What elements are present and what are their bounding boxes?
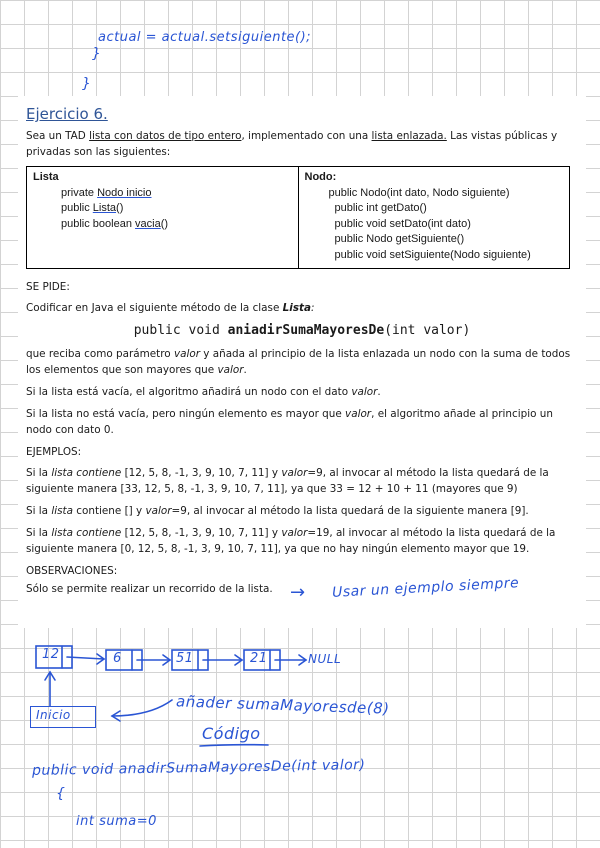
intro-paragraph: Sea un TAD lista con datos de tipo entero, implementado con una lista enlazada. Las vistas públicas y privadas son las siguientes: <box>26 130 558 158</box>
handwritten-brace: { <box>56 786 66 802</box>
lista-member: public Lista() <box>61 202 124 214</box>
nodo-method: public void setSiguiente(Nodo siguiente) <box>334 248 531 261</box>
tad-views-table <box>26 166 570 269</box>
node-value: 6 <box>113 651 122 666</box>
nodo-method: public Nodo(int dato, Nodo siguiente) <box>328 186 510 199</box>
node-value: 51 <box>176 651 194 666</box>
example-3: Si la lista contiene [12, 5, 8, -1, 3, 9, 10, 7, 11] y valor=19, al invocar al método la lista quedará de la siguiente manera [0, 12, 5, 8, -1, 3, 9, 10, 7, 11], ya que no hay ningún elemento mayor que 19. <box>26 527 556 555</box>
nodo-method: public int getDato() <box>334 202 427 214</box>
node-value: 12 <box>42 647 60 662</box>
example-2: Si la lista contiene [] y valor=9, al invocar al método la lista quedará de la siguiente manera [9]. <box>26 505 529 517</box>
handwritten-arrow: → <box>290 582 306 603</box>
example-1: Si la lista contiene [12, 5, 8, -1, 3, 9, 10, 7, 11] y valor=9, al invocar al método la lista quedará de la siguiente manera [33, 12, 5, 8, -1, 3, 9, 10, 7, 11], ya que 33 = 12 + 10 + 11 (mayores que 9) <box>26 467 549 495</box>
handwritten-brace: } <box>82 76 92 92</box>
description-paragraph: que reciba como parámetro valor y añada al principio de la lista enlazada un nodo con la suma de todos los elementos que son mayores que valor. <box>26 348 571 376</box>
handwritten-int-suma: int suma=0 <box>76 814 157 829</box>
empty-case-paragraph: Si la lista está vacía, el algoritmo añadirá un nodo con el dato valor. <box>26 386 381 398</box>
no-greater-paragraph: Si la lista no está vacía, pero ningún elemento es mayor que valor, el algoritmo añade al principio un nodo con dato 0. <box>26 408 553 436</box>
exercise-title: Ejercicio 6. <box>26 105 108 123</box>
add-label-arrow <box>112 700 172 716</box>
node-value: 21 <box>250 651 268 666</box>
lista-member: private Nodo inicio <box>61 186 152 199</box>
handwritten-code-line: actual = actual.setsiguiente(); <box>98 30 312 45</box>
lista-member: public boolean vacia() <box>61 217 169 230</box>
inicio-label: Inicio <box>36 708 71 722</box>
next-pointer-arrow <box>67 657 104 659</box>
lista-header: Lista <box>33 171 59 183</box>
exercise-sheet <box>18 96 586 628</box>
observaciones-heading: OBSERVACIONES: <box>26 565 118 577</box>
handwritten-signature: public void anadirSumaMayoresDe(int valor) <box>31 757 366 779</box>
add-operation-label: añader sumaMayoresde(8) <box>175 692 390 718</box>
codigo-heading: Código <box>202 724 261 743</box>
nodo-method: public void setDato(int dato) <box>334 217 471 230</box>
handwritten-brace: } <box>92 46 102 62</box>
nodo-method: public Nodo getSiguiente() <box>334 233 465 245</box>
observation-text: Sólo se permite realizar un recorrido de la lista. <box>26 583 273 595</box>
nodo-column <box>298 167 570 269</box>
nodo-header: Nodo: <box>304 171 337 183</box>
se-pide-heading: SE PIDE: <box>26 281 70 293</box>
method-signature: public void aniadirSumaMayoresDe(int valor) <box>133 323 471 338</box>
ejemplos-heading: EJEMPLOS: <box>26 446 82 458</box>
null-label: NULL <box>308 652 342 666</box>
list-node-box <box>106 650 142 670</box>
lista-column <box>27 167 299 269</box>
codify-paragraph: Codificar en Java el siguiente método de la clase Lista: <box>26 302 315 314</box>
handwritten-note: Usar un ejemplo siempre <box>331 575 520 601</box>
